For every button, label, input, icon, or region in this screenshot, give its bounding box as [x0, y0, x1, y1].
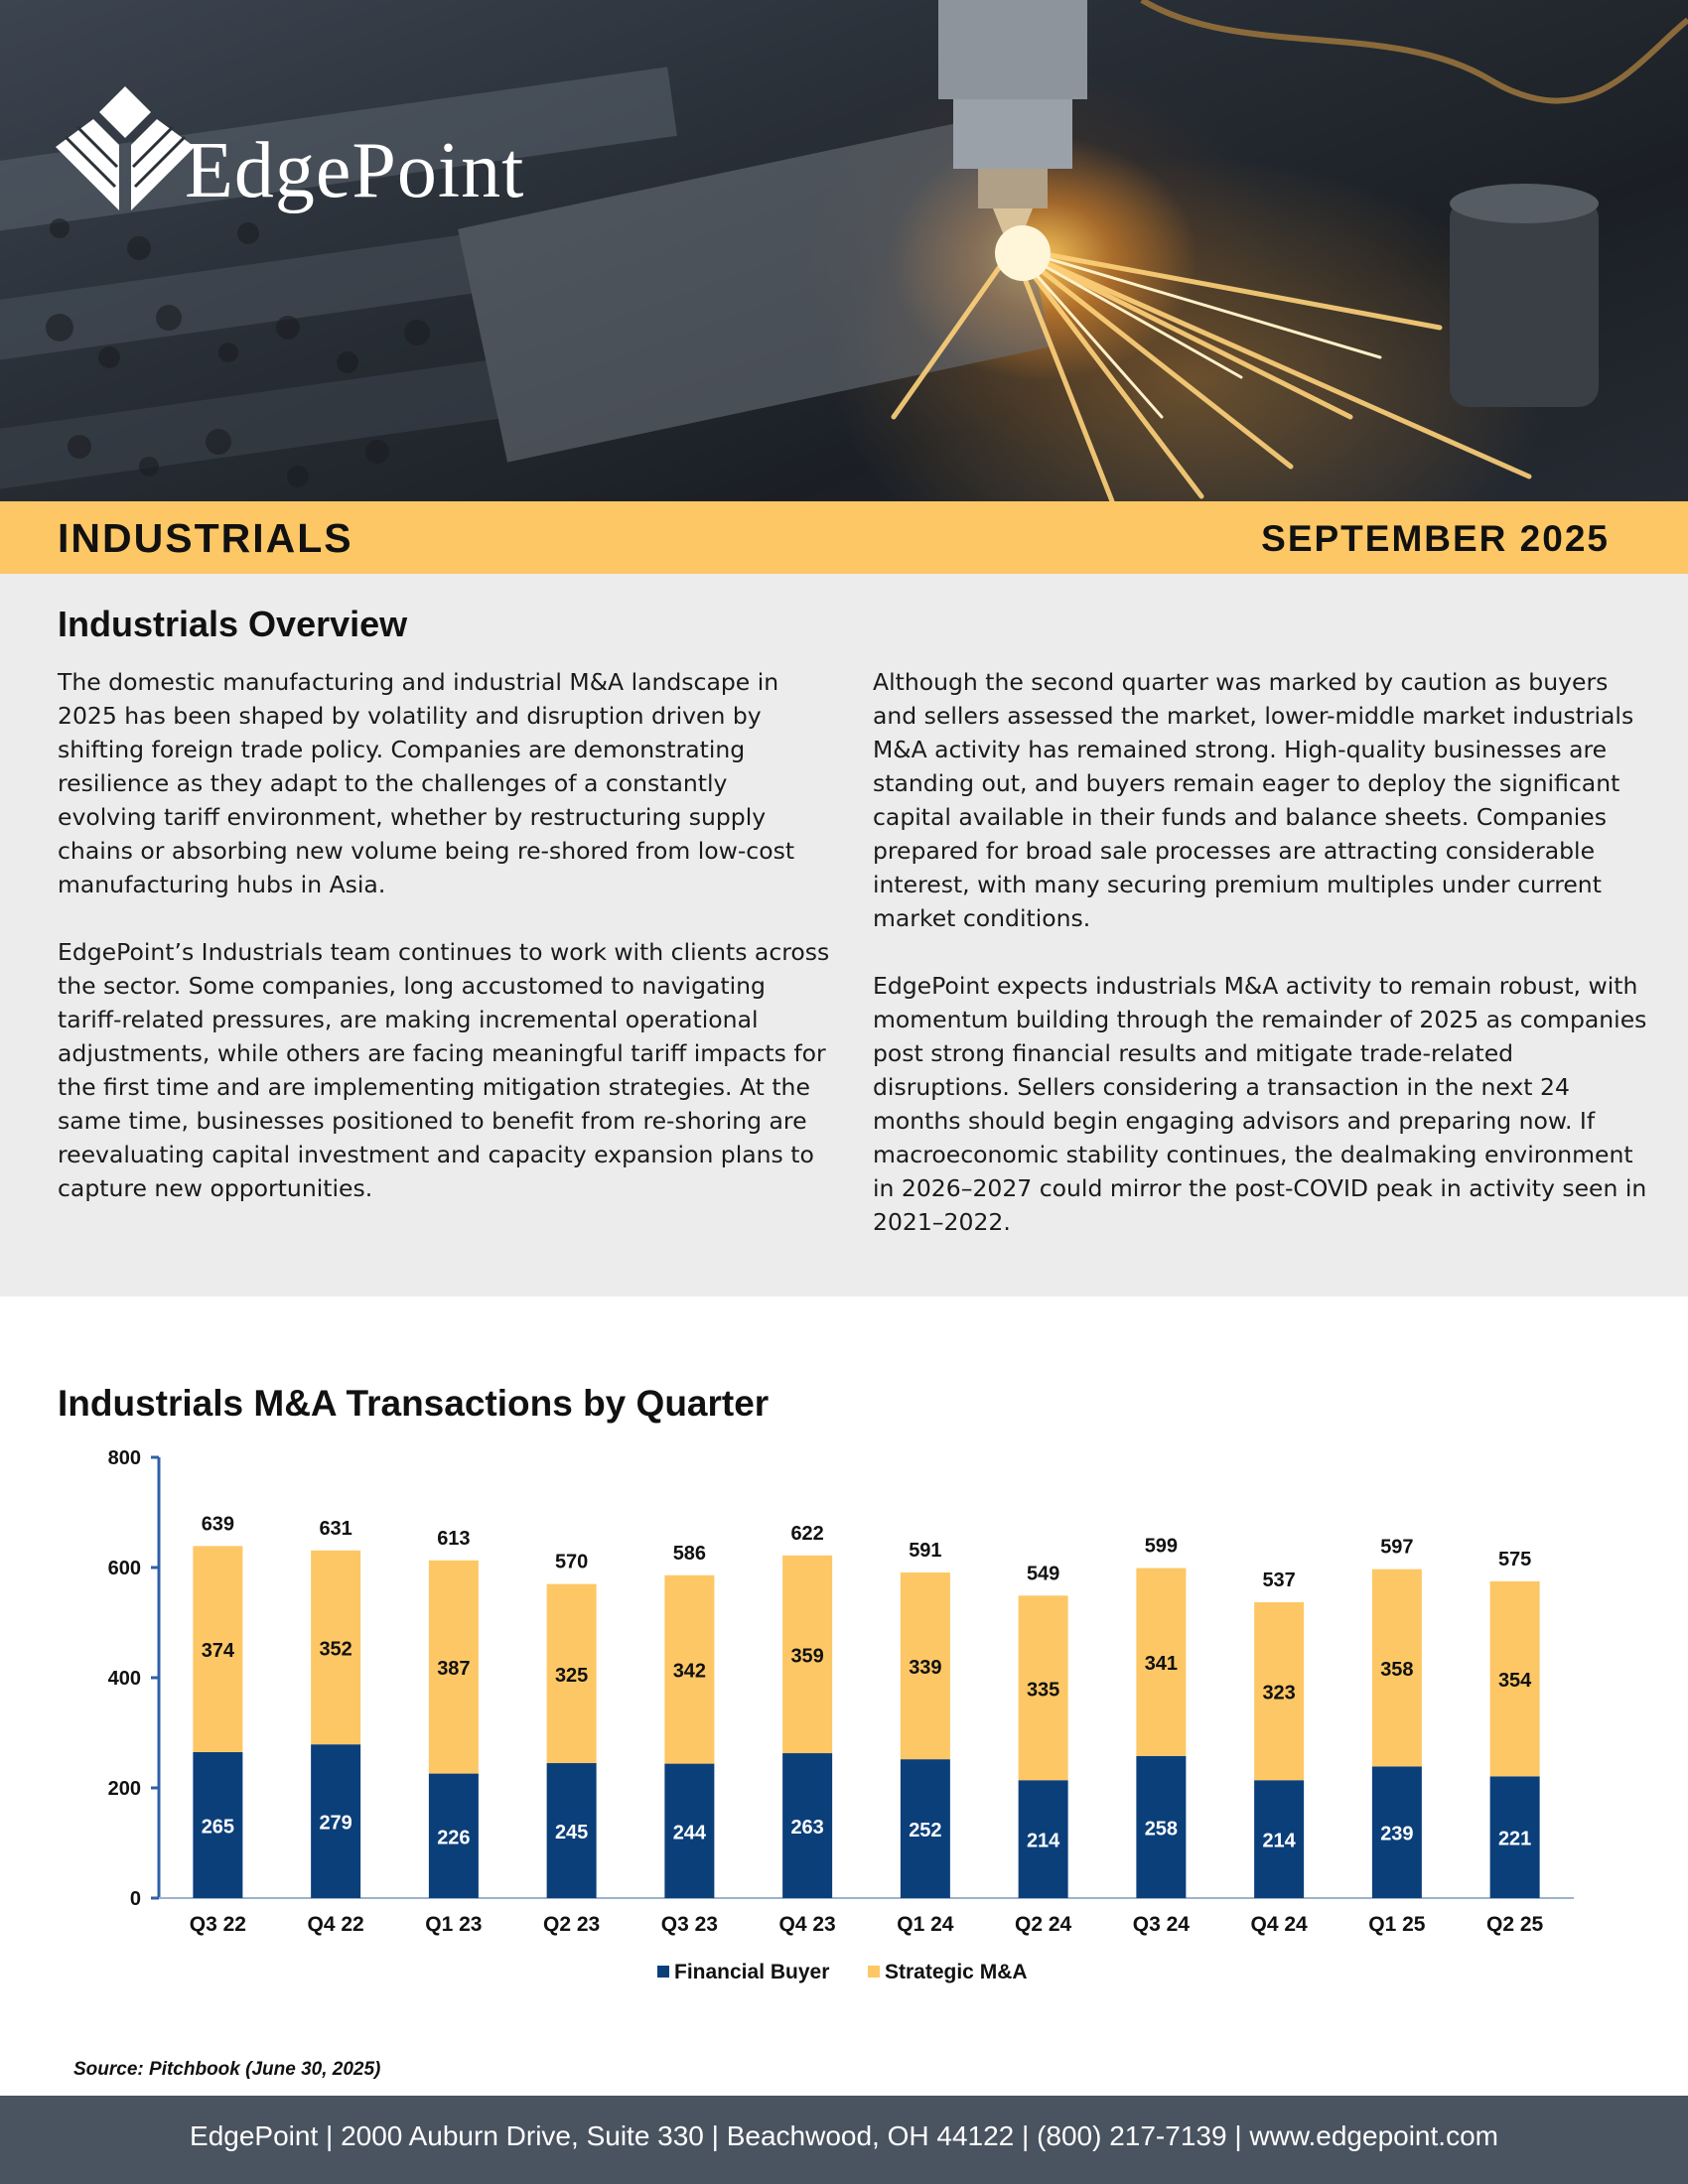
x-tick-label: Q1 23 [425, 1913, 483, 1936]
data-label-total: 599 [1144, 1535, 1179, 1558]
footer [0, 2096, 1688, 2184]
data-label-financial-buyer: 221 [1497, 1828, 1532, 1850]
x-tick-label: Q4 24 [1250, 1913, 1308, 1936]
data-label-strategic-ma: 341 [1144, 1653, 1179, 1676]
report-date: SEPTEMBER 2025 [1261, 518, 1610, 559]
data-label-total: 597 [1380, 1536, 1414, 1559]
data-label-total: 549 [1026, 1563, 1060, 1585]
data-label-strategic-ma: 387 [437, 1658, 471, 1681]
data-label-strategic-ma: 325 [554, 1664, 589, 1687]
data-label-strategic-ma: 358 [1380, 1659, 1414, 1682]
data-label-total: 591 [909, 1539, 942, 1562]
data-label-financial-buyer: 252 [909, 1820, 942, 1843]
overview-paragraph: EdgePoint expects industrials M&A activity to remain robust, with momentum building through the remainder of 2025 as companies post strong financial results and mitigate trade-related disruptions. Sellers considering a transaction in the next 24 months should begin engaging advisors and preparing now. If macroeconomic stability continues, the dealmaking environment in 2026–2027 could mirror the post-COVID peak in activity seen in 2021–2022. [873, 972, 1647, 1236]
overview-left-column [58, 665, 832, 1239]
x-tick-label: Q1 25 [1368, 1913, 1426, 1936]
data-label-strategic-ma: 352 [319, 1638, 352, 1661]
y-tick-label: 200 [107, 1778, 141, 1800]
overview-paragraph: EdgePoint’s Industrials team continues to work with clients across the sector. Some companies, long accustomed to navigating tariff-related pressures, are making incremental operational adjustments, while others are facing meaningful tariff impacts for the first time and are implementing mitigation strategies. At the same time, businesses positioned to benefit from re-shoring are reevaluating capital investment and capacity expansion plans to capture new opportunities. [58, 938, 830, 1202]
data-label-financial-buyer: 239 [1380, 1823, 1414, 1845]
legend-swatch [657, 1966, 669, 1978]
data-label-total: 586 [672, 1542, 707, 1565]
overview-paragraph: Although the second quarter was marked by caution as buyers and sellers assessed the market, lower-middle market industrials M&A activity has remained strong. High-quality businesses are standing out, and buyers remain eager to deploy the significant capital available in their funds and balance sheets. Companies prepared for broad sale processes are attracting considerable interest, with many securing premium multiples under current market conditions. [873, 668, 1634, 932]
sector-title: INDUSTRIALS [58, 515, 353, 561]
data-label-total: 537 [1262, 1569, 1296, 1591]
x-tick-label: Q3 22 [189, 1913, 246, 1936]
data-label-financial-buyer: 263 [790, 1817, 824, 1840]
overview-heading: Industrials Overview [58, 604, 408, 644]
data-label-financial-buyer: 245 [554, 1822, 589, 1844]
x-tick-label: Q2 24 [1015, 1913, 1072, 1936]
data-label-financial-buyer: 244 [672, 1822, 707, 1844]
overview-paragraph: The domestic manufacturing and industrial M&A landscape in 2025 has been shaped by volatility and disruption driven by shifting foreign trade policy. Companies are demonstrating resilience as they adapt to the challenges of a constantly evolving tariff environment, whether by restructuring supply chains or absorbing new volume being re-shored from low-cost manufacturing hubs in Asia. [58, 668, 795, 898]
data-label-financial-buyer: 265 [201, 1816, 235, 1839]
y-tick-label: 400 [107, 1668, 141, 1690]
x-tick-label: Q2 23 [543, 1913, 601, 1936]
data-label-financial-buyer: 214 [1026, 1830, 1060, 1852]
data-label-total: 570 [554, 1551, 589, 1573]
data-label-total: 613 [437, 1527, 471, 1550]
y-tick-label: 600 [107, 1558, 141, 1579]
data-label-strategic-ma: 339 [909, 1657, 942, 1680]
overview-right-column [873, 665, 1652, 1273]
data-label-total: 575 [1497, 1548, 1532, 1570]
data-label-strategic-ma: 359 [790, 1645, 824, 1668]
x-tick-label: Q4 22 [307, 1913, 364, 1936]
y-tick-label: 800 [107, 1447, 141, 1469]
edgepoint-diamond-icon [56, 81, 195, 220]
data-label-strategic-ma: 323 [1262, 1682, 1296, 1705]
data-label-financial-buyer: 279 [319, 1812, 352, 1835]
legend-label: Financial Buyer [674, 1961, 830, 1983]
y-tick-label: 0 [129, 1888, 141, 1910]
x-tick-label: Q4 23 [778, 1913, 836, 1936]
data-label-total: 622 [790, 1522, 824, 1545]
x-tick-label: Q3 23 [660, 1913, 718, 1936]
data-label-financial-buyer: 226 [437, 1827, 471, 1849]
data-label-strategic-ma: 335 [1026, 1679, 1060, 1702]
x-tick-label: Q1 24 [897, 1913, 954, 1936]
data-label-total: 631 [319, 1517, 352, 1540]
data-label-financial-buyer: 258 [1144, 1818, 1179, 1841]
data-label-strategic-ma: 342 [672, 1660, 707, 1683]
logo-wordmark: EdgePoint [185, 127, 525, 214]
data-label-total: 639 [201, 1513, 235, 1536]
x-tick-label: Q2 25 [1486, 1913, 1544, 1936]
stacked-bar-chart [0, 1430, 1688, 2000]
edgepoint-logo[interactable] [56, 81, 671, 220]
legend-label: Strategic M&A [885, 1961, 1028, 1983]
legend-swatch [868, 1966, 880, 1978]
x-tick-label: Q3 24 [1132, 1913, 1190, 1936]
data-label-financial-buyer: 214 [1262, 1830, 1296, 1852]
machinery-sparks-illustration [0, 0, 1688, 501]
overview-section [0, 574, 1688, 1297]
source-note: Source: Pitchbook (June 30, 2025) [73, 2059, 381, 2080]
hero-image [0, 0, 1688, 501]
title-bar [0, 501, 1688, 574]
data-label-strategic-ma: 374 [201, 1640, 235, 1663]
footer-contact: EdgePoint | 2000 Auburn Drive, Suite 330 | Beachwood, OH 44122 | (800) 217-7139 | www.edgepoint.com [190, 2120, 1498, 2151]
data-label-strategic-ma: 354 [1497, 1670, 1532, 1693]
chart-title: Industrials M&A Transactions by Quarter [58, 1383, 770, 1424]
